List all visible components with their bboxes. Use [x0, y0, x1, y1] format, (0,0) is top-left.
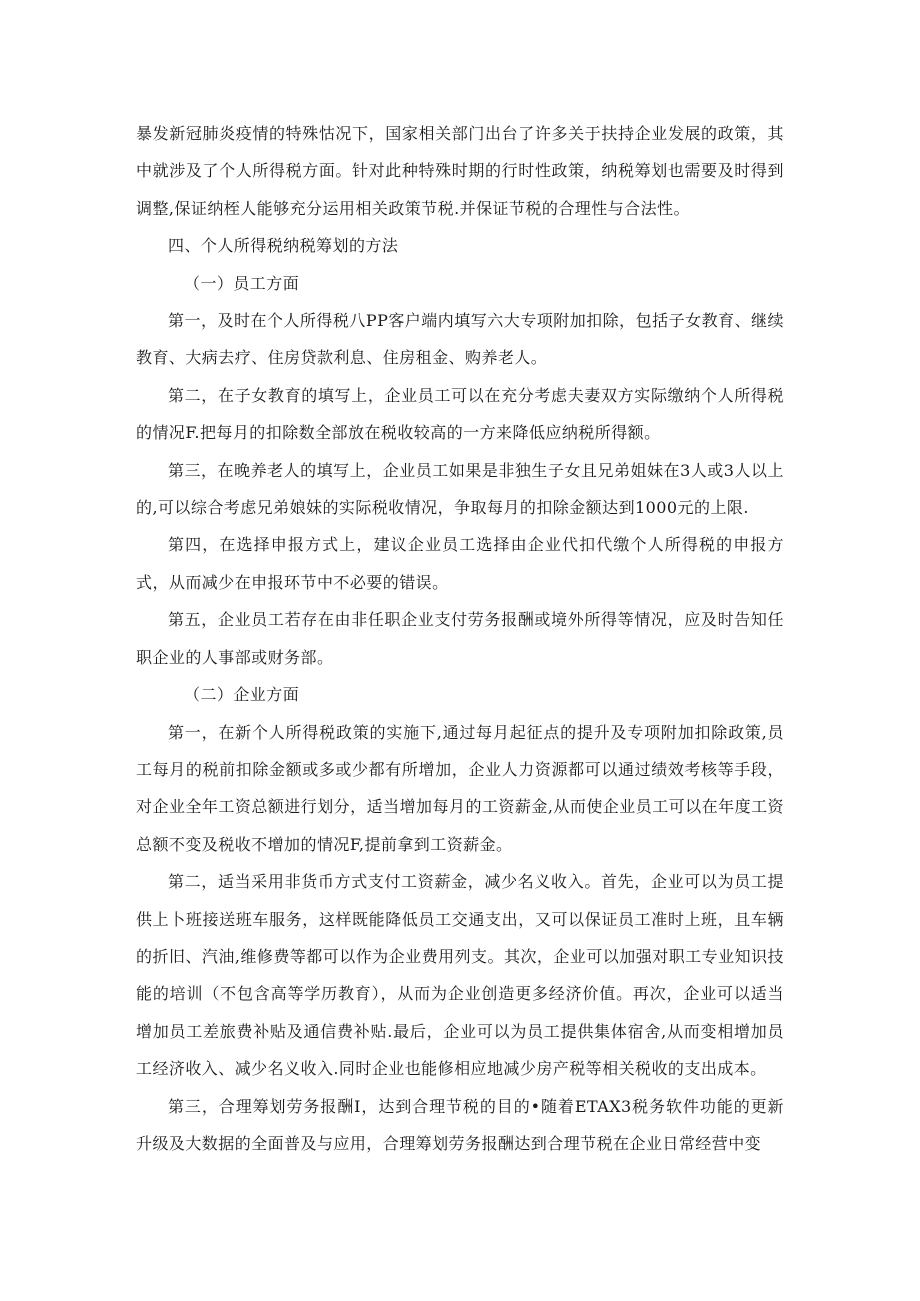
paragraph-epidemic-policy: 暴发新冠肺炎疫情的特殊怙况下，国家相关部门出台了许多关于扶持企业发展的政策，其中就涉及了个人所得税方面。针对此种特殊时期的行时性政策，纳税筹划也需要及时得到调整,保证纳桎人能够充分运用相关政策节税.并保证节税的合理性与合法性。	[136, 124, 784, 218]
paragraph-employee-second: 第二，在子女教育的填写上，企业员工可以在充分考虑夫妻双方实际缴纳个人所得税的情况F.把每月的扣除数全部放在税收较高的一方来降低应纳税所得额。	[136, 385, 784, 443]
paragraph-enterprise-third: 第三，合理筹划劳务报酬I，达到合理节税的目的•随着ETAX3税务软件功能的更新升级及大数据的全面普及与应用，合理筹划劳务报酬达到合理节税在企业日常经营中变	[136, 1096, 784, 1153]
subsection-heading-enterprise: （二）企业方面	[184, 685, 300, 705]
paragraph-enterprise-second: 第二，适当采用非货币方式支付工资薪金，减少名义收入。首先，企业可以为员工提供上卜班接送班车服务，这样既能降低员工交通支出，又可以保证员工准时上班，且车辆的折旧、汽油,维修费等都可以作为企业费用列支。其次，企业可以加强对职工专业知识技能的培训（不包含高等学历教育），从而为企业创造更多经济价值。再次，企业可以适当增加员工差旅费补贴及通信费补贴.最后，企业可以为员工提供集体宿舍,从而变相增加员工经济收入、减少名义收入.同时企业也能修相应地减少房产税等相关税收的支出成本。	[136, 872, 784, 1079]
section-heading-methods: 四、个人所得税纳税筹划的方法	[168, 236, 399, 256]
paragraph-employee-fifth: 第五，企业员工若存在由非任职企业支付劳务报酬或境外所得等情况，应及时告知任职企业的人事部或财务部。	[136, 610, 784, 667]
paragraph-employee-first: 第一，及时在个人所得税八PP客户端内填写六大专项附加扣除，包括子女教育、继续教育、大病去疗、住房贷款利息、住房租金、购养老人。	[136, 311, 784, 368]
document-body	[136, 115, 784, 1162]
paragraph-enterprise-first: 第一，在新个人所得税政策的实施下,通过每月起征点的提升及专项附加扣除政策,员工每月的税前扣除金额或多或少都有所增加，企业人力资源都可以通过绩效考核等手段，对企业全年工资总额进行划分，适当增加每月的工资薪金,从而使企业员工可以在年度工资总额不变及税收不增加的情况F,提前拿到工资薪金。	[136, 722, 784, 854]
paragraph-employee-third: 第三，在晚养老人的填写上，企业员工如果是非独生子女且兄弟姐妹在3人或3人以上的,可以综合考虑兄弟娘妹的实际税收情况，争取每月的扣除金额达到1000元的上限.	[136, 460, 784, 518]
subsection-heading-employees: （一）员工方面	[184, 273, 300, 293]
paragraph-employee-fourth: 第四，在选择申报方式上，建议企业员工选择由企业代扣代缴个人所得税的申报方式，从而减少在申报环节中不必要的错误。	[136, 535, 784, 592]
